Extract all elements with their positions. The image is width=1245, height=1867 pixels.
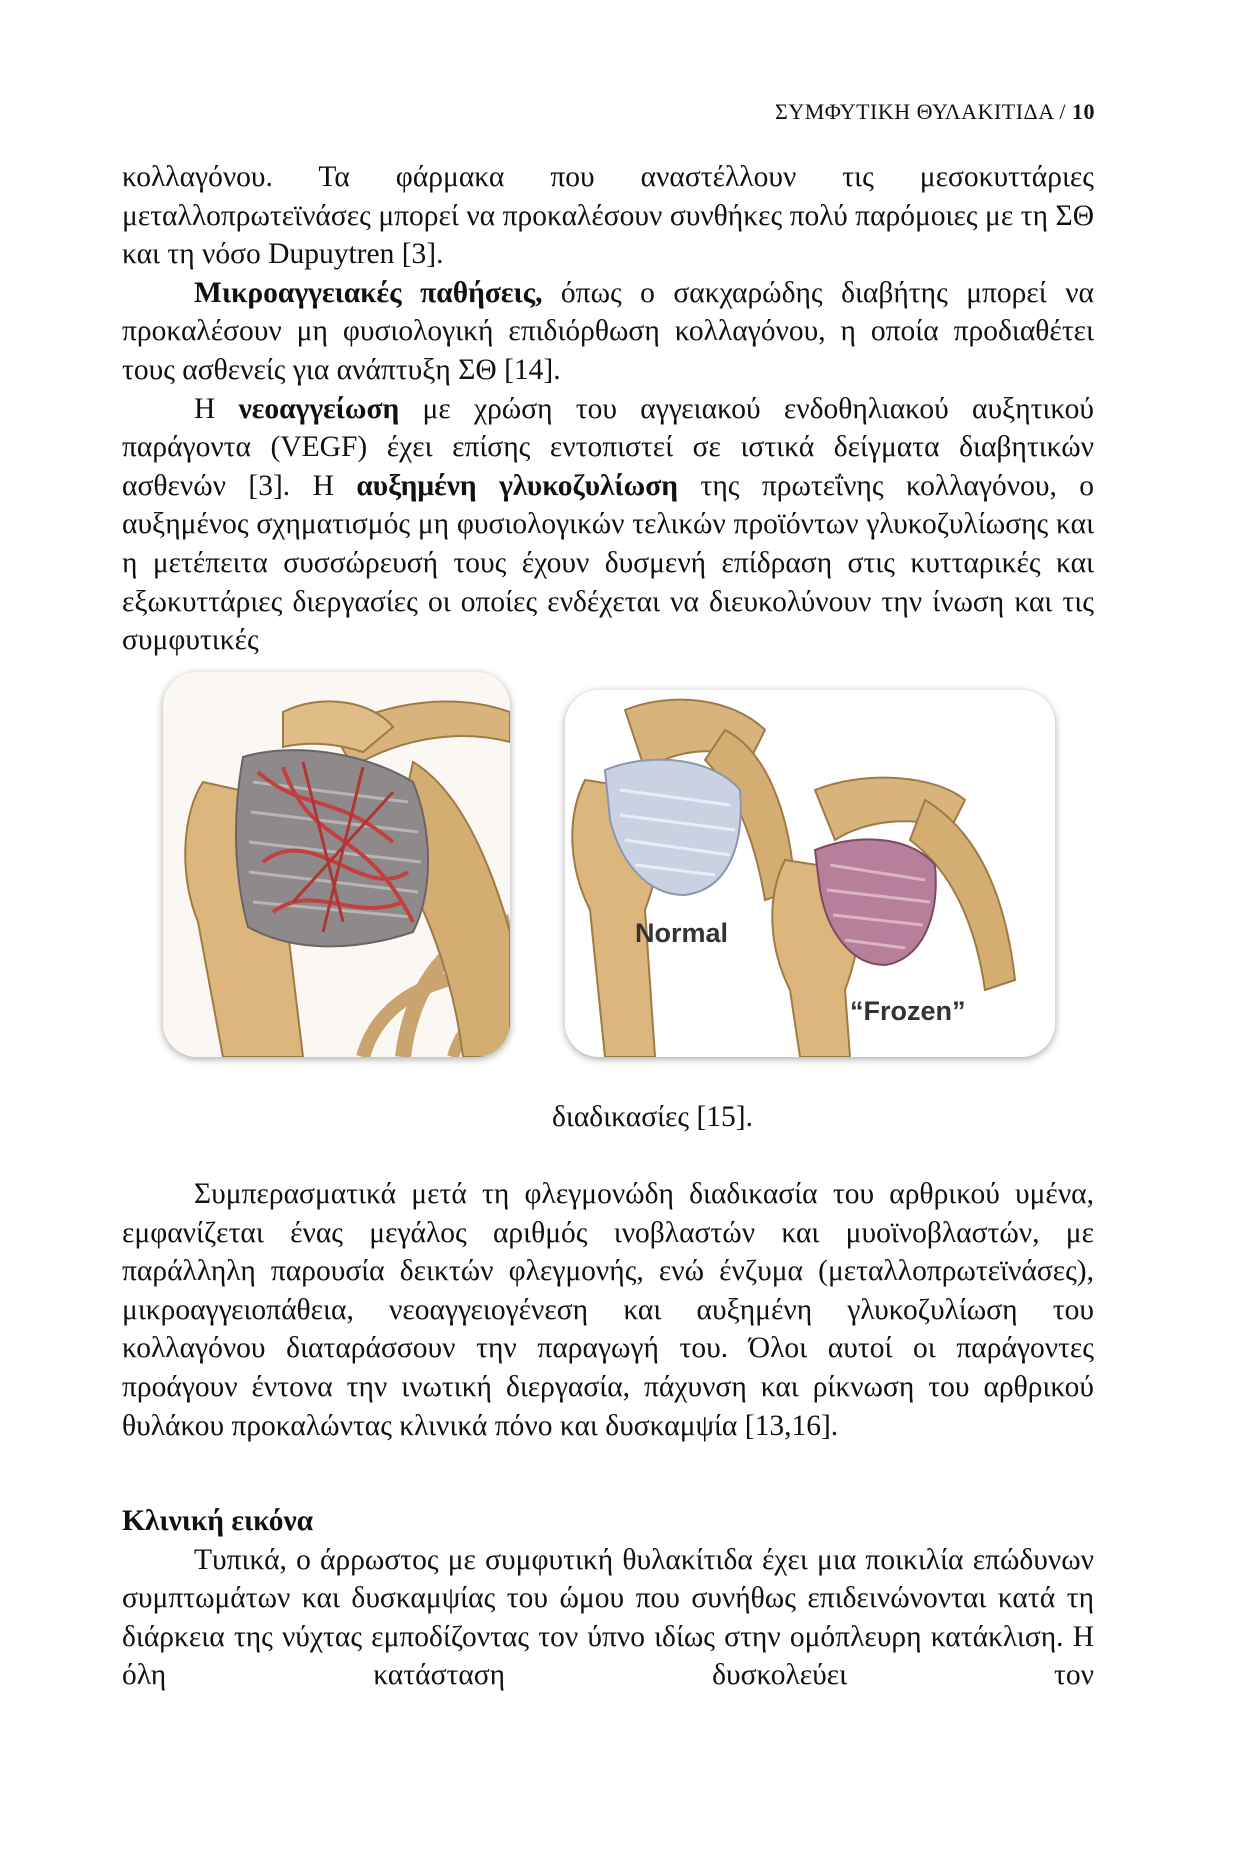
capsule-illustration (163, 672, 510, 1057)
body-text-conclusion (122, 1175, 1094, 1445)
term-microvascular: Μικροαγγειακές παθήσεις, (194, 276, 543, 309)
figure-caption-continuation: διαδικασίες [15]. (552, 1101, 753, 1133)
body-text-top (122, 158, 1094, 660)
section-heading: Κλινική εικόνα (122, 1505, 314, 1537)
paragraph-neo-text-b: με χρώση του αγγειακού ενδοθηλιακού αυξητικού παράγοντα (VEGF) έχει επίσης εντοπιστεί σε ιστικά δείγματα διαβητικών ασθενών [3]. Η (122, 392, 1094, 502)
term-neovascularization: νεοαγγείωση (238, 392, 400, 425)
header-separator: / (1053, 99, 1072, 124)
normal-vs-frozen-illustration (565, 690, 1055, 1057)
figure-capsule-fibrosis (163, 672, 510, 1057)
paragraph-microvascular (122, 274, 1094, 390)
header-title: ΣΥΜΦΥΤΙΚΗ ΘΥΛΑΚΙΤΙΔΑ (775, 99, 1054, 124)
paragraph-microvascular-text: όπως ο σακχαρώδης διαβήτης μπορεί να προκαλέσουν μη φυσιολογική επιδιόρθωση κολλαγόνου, η οποία προδιαθέτει τους ασθενείς για ανάπτυξη ΣΘ [14]. (122, 276, 1094, 386)
term-glycosylation: αυξημένη γλυκοζυλίωση (356, 469, 679, 502)
paragraph-clinical: Τυπικά, ο άρρωστος με συμφυτική θυλακίτιδα έχει μια ποικιλία επώδυνων συμπτωμάτων και δυσκαμψίας του ώμου που συνήθως επιδεινώνονται κατά τη διάρκεια της νύχτας εμποδίζοντας τον ύπνο ιδίως στην ομόπλευρη κατάκλιση. Η όλη κατάσταση δυσκολεύει τον (122, 1543, 1094, 1692)
paragraph-neo-text-c: της πρωτεΐνης κολλαγόνου, ο αυξημένος σχηματισμός μη φυσιολογικών τελικών προϊόντων γλυκοζυλίωσης και η μετέπειτα συσσώρευσή τους έχουν δυσμενή επίδραση στις κυτταρικές και εξωκυττάριες διεργασίες οι οποίες ενδέχεται να διευκολύνουν την ίνωση και τις συμφυτικές (122, 469, 1095, 657)
figure-normal-vs-frozen (565, 690, 1055, 1057)
paragraph-collagen-drugs: κολλαγόνου. Τα φάρμακα που αναστέλλουν τις μεσοκυττάριες μεταλλοπρωτεϊνάσες μπορεί να προκαλέσουν συνθήκες πολύ παρόμοιες με τη ΣΘ και τη νόσο Dupuytren [3]. (122, 161, 1094, 271)
running-header (775, 99, 1095, 125)
label-frozen: “Frozen” (850, 996, 966, 1026)
page-number: 10 (1072, 99, 1095, 124)
label-normal: Normal (635, 918, 729, 948)
paragraph-neo-text-a: Η (194, 392, 239, 425)
section-clinical-picture (122, 1502, 1094, 1695)
paragraph-conclusion: Συμπερασματικά μετά τη φλεγμονώδη διαδικασία του αρθρικού υμένα, εμφανίζεται ένας μεγάλος αριθμός ινοβλαστών και μυοϊνοβλαστών, με παράλληλη παρουσία δεικτών φλεγμονής, ενώ ένζυμα (μεταλλοπρωτεϊνάσες), μικροαγγειοπάθεια, νεοαγγειογένεση και αυξημένη γλυκοζυλίωση του κολλαγόνου διαταράσσουν την παραγωγή του. Όλοι αυτοί οι παράγοντες προάγουν έντονα την ινωτική διεργασία, πάχυνση και ρίκνωση του αρθρικού θυλάκου προκαλώντας κλινικά πόνο και δυσκαμψία [13,16]. (122, 1178, 1094, 1442)
paragraph-neovascularization (122, 390, 1094, 660)
